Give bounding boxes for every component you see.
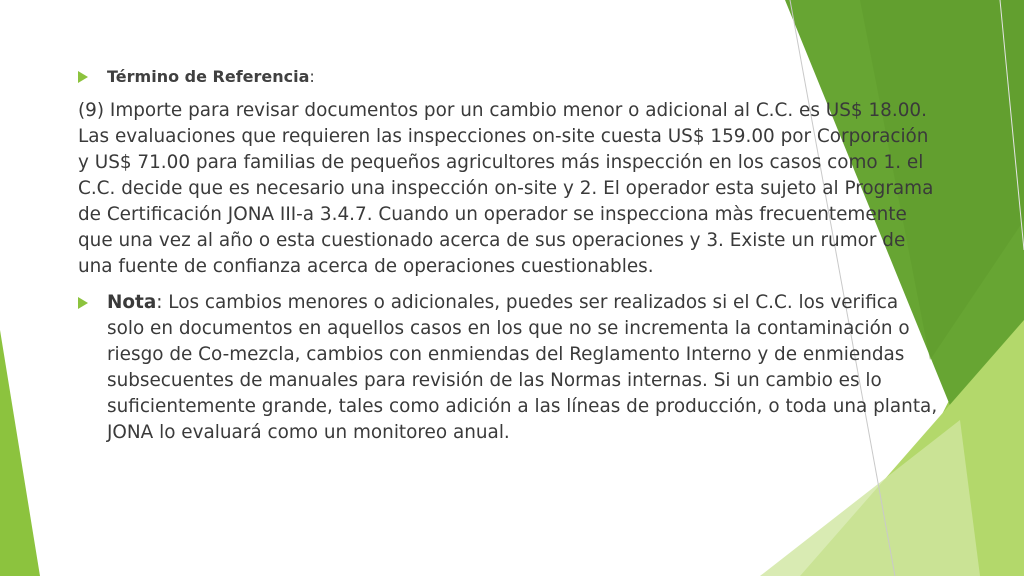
slide-heading: Término de Referencia:: [107, 67, 315, 86]
slide-content: [78, 62, 938, 446]
bullet-item-heading: [78, 62, 938, 92]
note-paragraph: [107, 290, 938, 446]
left-green-sliver: [0, 330, 40, 576]
note-text: : Los cambios menores o adicionales, puedes ser realizados si el C.C. los verifica solo en documentos en aquellos casos en los que no se incrementa la contaminación o riesgo de Co-mezcla, cambios con enmiendas del Reglamento Interno y de enmiendas subsecuentes de manuales para revisión de las Normas internas. Si un cambio es lo suficientemente grande, tales como adición a las líneas de producción, o toda una planta, JONA lo evaluará como un monitoreo anual.: [107, 292, 938, 443]
triangle-right-icon: [78, 71, 88, 83]
body-paragraph: (9) Importe para revisar documentos por un cambio menor o adicional al C.C. es US$ 18.00. Las evaluaciones que requieren las inspecciones on-site cuesta US$ 159.00 por Corporación y US$ 71.00 para familias de pequeños agricultores más inspección en los casos como 1. el C.C. decide que es necesario una inspección on-site y 2. El operador esta sujeto al Programa de Certificación JONA III-a 3.4.7. Cuando un operador se inspecciona màs frecuentemente que una vez al año o esta cuestionado acerca de sus operaciones y 3. Existe un rumor de una fuente de confianza acerca de operaciones cuestionables.: [78, 100, 934, 277]
triangle-right-icon: [78, 297, 88, 309]
bullet-item-note: [78, 290, 938, 446]
note-label: Nota: [107, 292, 157, 313]
